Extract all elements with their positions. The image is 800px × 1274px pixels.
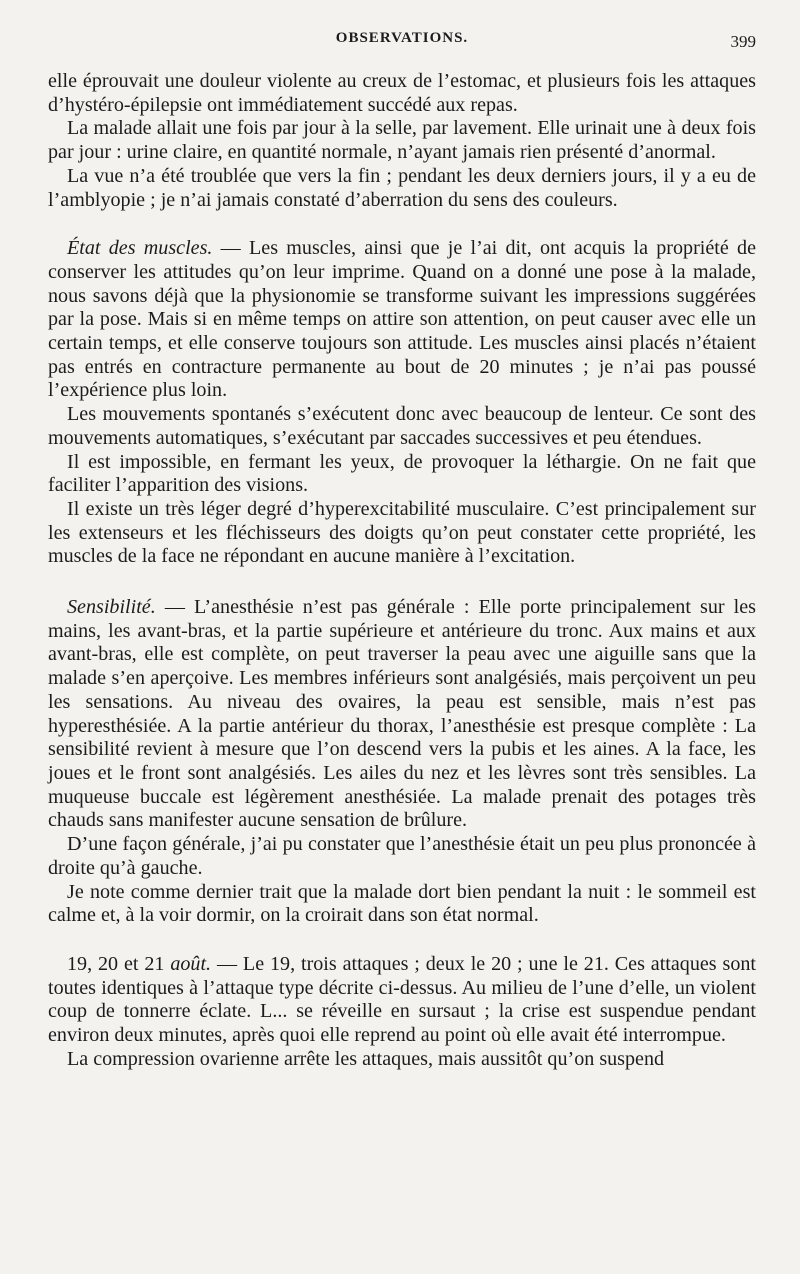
paragraph-9: [48, 833, 756, 880]
paragraph-5-text: Les mouvements spontanés s’exécutent donc avec beaucoup de lenteur. Ce sont des mouvements automatiques, s’exécutant par saccades successives et peu étendues.: [48, 403, 756, 449]
paragraph-3-text: La vue n’a été troublée que vers la fin ; pendant les deux derniers jours, il y a eu de l’amblyopie ; je n’ai jamais constaté d’aberration du sens des couleurs.: [48, 164, 756, 211]
paragraph-7-text: Il existe un très léger degré d’hyperexcitabilité musculaire. C’est principalement sur les extenseurs et les fléchisseurs des doigts qu’on peut constater cette propriété, les muscles de la face ne répondant en aucune manière à l’excitation.: [48, 497, 756, 568]
paragraph-1: [48, 70, 756, 117]
body-text: [48, 70, 756, 1071]
date-heading-aout: août.: [170, 952, 212, 975]
paragraph-10: [48, 881, 756, 928]
page-number: 399: [730, 32, 756, 51]
running-title: OBSERVATIONS.: [335, 30, 469, 46]
running-head: [48, 26, 756, 56]
paragraph-10-text: Je note comme dernier trait que la malade dort bien pendant la nuit : le sommeil est calme et, à la voir dormir, on la croirait dans son état normal.: [48, 880, 756, 927]
paragraph-2: [48, 117, 756, 164]
paragraph-1-text: elle éprouvait une douleur violente au creux de l’estomac, et plusieurs fois les attaques d’hystéro-épilepsie ont immédiatement succédé aux repas.: [48, 70, 756, 116]
paragraph-sensibilite: [48, 596, 756, 833]
paragraph-6-text: Il est impossible, en fermant les yeux, de provoquer la léthargie. On ne fait que faciliter l’apparition des visions.: [48, 450, 756, 497]
paragraph-etat-des-muscles: [48, 237, 756, 403]
paragraph-7: [48, 498, 756, 569]
date-lead: 19, 20 et 21: [67, 952, 171, 975]
paragraph-8-text: — L’anesthésie n’est pas générale : Elle porte principalement sur les mains, les avant-bras, et la partie supérieure et antérieure du tronc. Aux mains et aux avant-bras, elle est complète, on peut traverser la peau avec une aiguille sans que la malade s’en aperçoive. Les membres inférieurs sont analgésiés, mais perçoivent un peu les sensations. Au niveau des ovaires, la peau est sensible, mais n’est pas hyperesthésiée. A la partie antérieur du thorax, l’anesthésie est presque complète : La sensibilité revient à mesure que l’on descend vers la pubis et les aines. A la face, les joues et le front sont analgésiés. Les ailes du nez et les lèvres sont très sensibles. La muqueuse buccale est légèrement anesthésiée. La malade prenait des potages très chauds sans manifester aucune sensation de brûlure.: [48, 596, 756, 832]
paragraph-2-text: La malade allait une fois par jour à la selle, par lavement. Elle urinait une à deux fois par jour : urine claire, en quantité normale, n’ayant jamais rien présenté d’anormal.: [48, 117, 756, 164]
paragraph-5: [48, 403, 756, 450]
paragraph-9-text: D’une façon générale, j’ai pu constater que l’anesthésie était un peu plus prononcée à droite qu’à gauche.: [48, 833, 756, 879]
paragraph-11-text: — Le 19, trois attaques ; deux le 20 ; une le 21. Ces attaques sont toutes identiques à l’attaque type décrite ci-dessus. Au milieu de l’une d’elle, un violent coup de tonnerre éclate. L... se réveille en sursaut ; la crise est suspendue pendant environ deux minutes, après quoi elle reprend au point où elle avait été interrompue.: [48, 952, 756, 1047]
paragraph-4-text: — Les muscles, ainsi que je l’ai dit, ont acquis la propriété de conserver les attitudes qu’on leur imprime. Quand on a donné une pose à la malade, nous savons déjà que la physionomie se transforme suivant les impressions suggérées par la pose. Mais si en même temps on attire son attention, on peut causer avec elle un certain temps, et elle conserve toujours son attitude. Les muscles ainsi placés n’étaient pas entrés en contracture permanente au bout de 20 minutes ; je n’ai pas poussé l’expérience plus loin.: [48, 237, 756, 402]
paragraph-6: [48, 451, 756, 498]
paragraph-12: [48, 1048, 756, 1072]
paragraph-19-20-21-aout: [48, 953, 756, 1048]
paragraph-12-text: La compression ovarienne arrête les attaques, mais aussitôt qu’on suspend: [67, 1047, 665, 1070]
section-heading-sensibilite: Sensibilité.: [67, 596, 156, 619]
paragraph-3: [48, 165, 756, 212]
section-heading-muscles: État des muscles.: [67, 237, 213, 260]
